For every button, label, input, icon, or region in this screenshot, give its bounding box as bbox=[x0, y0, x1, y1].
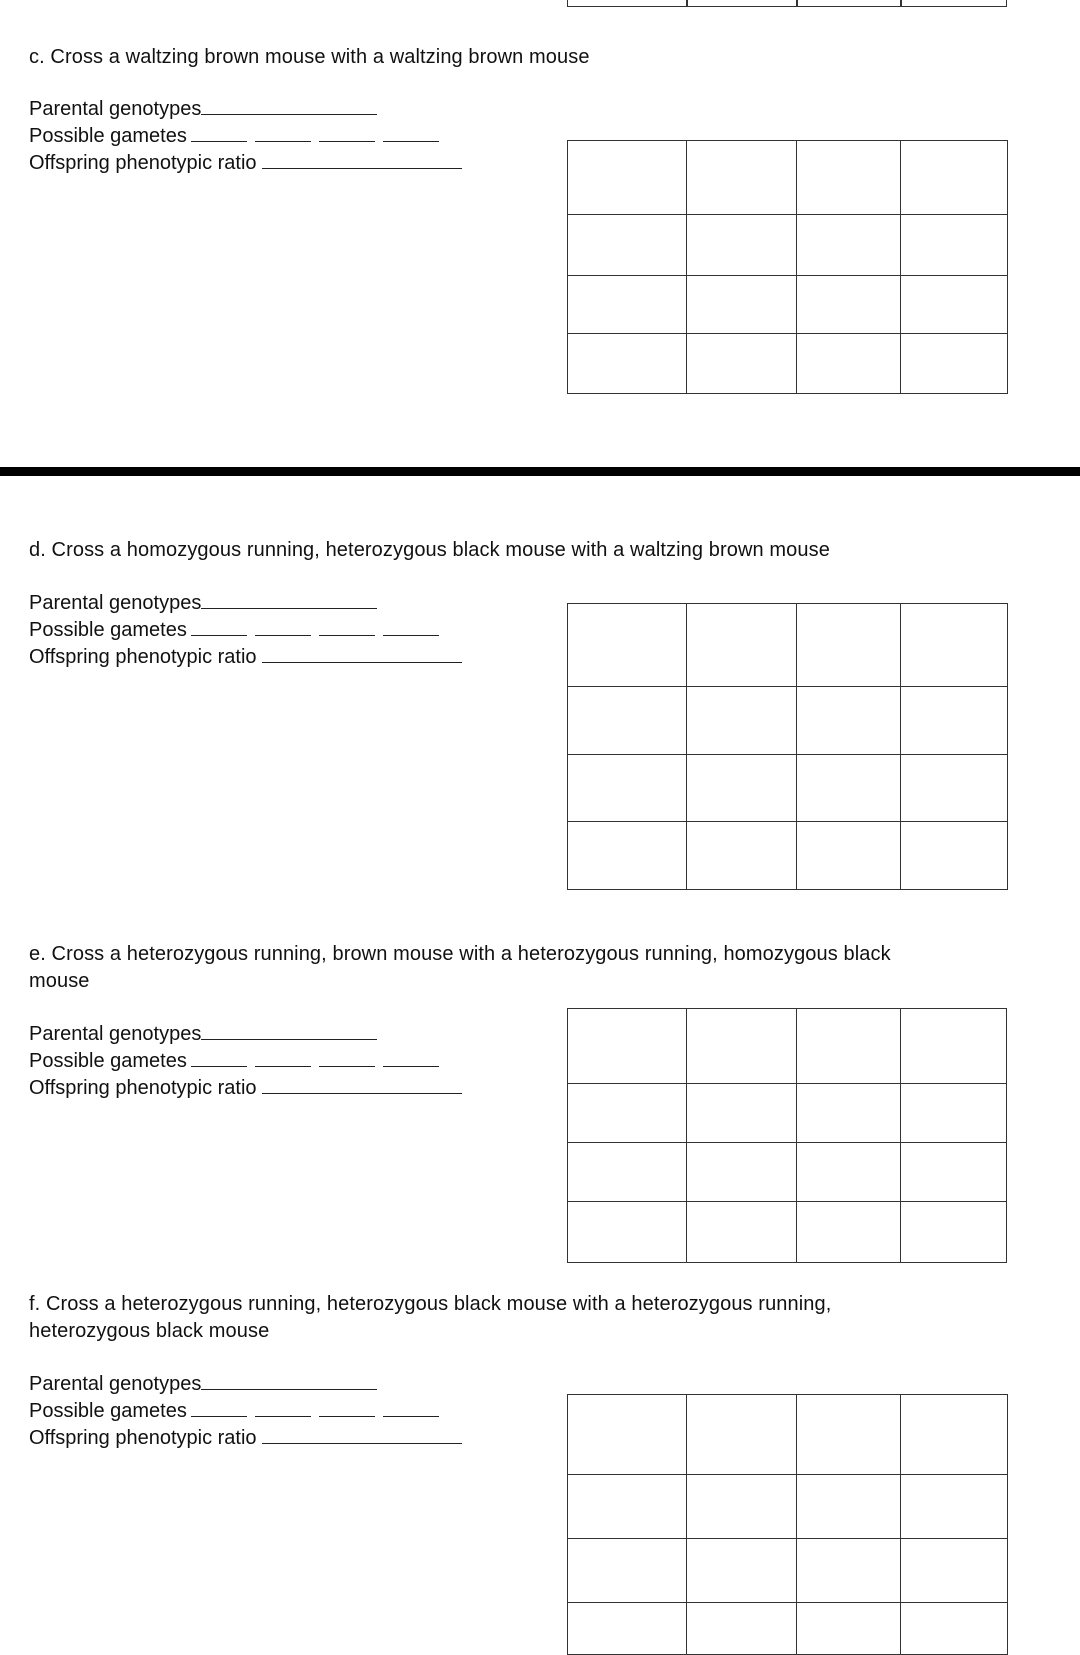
punnett-cell[interactable] bbox=[687, 1009, 797, 1084]
section-f-offspring-ratio bbox=[29, 1425, 462, 1452]
punnett-cell[interactable] bbox=[901, 604, 1008, 687]
punnett-cell[interactable] bbox=[797, 1475, 901, 1539]
punnett-cell[interactable] bbox=[901, 821, 1008, 889]
section-c-punnett-square bbox=[567, 140, 1008, 394]
gamete-blank[interactable] bbox=[191, 1398, 247, 1417]
section-c-offspring-ratio bbox=[29, 150, 462, 177]
gamete-blank[interactable] bbox=[255, 1398, 311, 1417]
section-c-possible-gametes bbox=[29, 123, 447, 150]
punnett-cell[interactable] bbox=[687, 1539, 797, 1603]
gamete-blank[interactable] bbox=[383, 123, 439, 142]
gamete-blank[interactable] bbox=[383, 617, 439, 636]
section-d-parental-genotypes bbox=[29, 590, 377, 617]
previous-punnett-square-edge bbox=[567, 0, 1007, 7]
section-e-punnett-square bbox=[567, 1008, 1007, 1263]
punnett-cell[interactable] bbox=[568, 1009, 687, 1084]
punnett-cell[interactable] bbox=[568, 1395, 687, 1475]
punnett-cell[interactable] bbox=[797, 604, 901, 687]
punnett-cell[interactable] bbox=[901, 754, 1008, 821]
punnett-cell[interactable] bbox=[568, 333, 687, 393]
gamete-blank[interactable] bbox=[255, 617, 311, 636]
possible-gametes-label: Possible gametes bbox=[29, 619, 187, 641]
punnett-cell[interactable] bbox=[797, 1202, 901, 1263]
punnett-cell[interactable] bbox=[568, 1539, 687, 1603]
gamete-blank[interactable] bbox=[319, 617, 375, 636]
section-e-parental-genotypes bbox=[29, 1021, 377, 1048]
punnett-cell[interactable] bbox=[797, 333, 901, 393]
punnett-cell[interactable] bbox=[687, 1395, 797, 1475]
section-e-possible-gametes bbox=[29, 1048, 447, 1075]
punnett-cell[interactable] bbox=[797, 215, 901, 275]
gamete-blank[interactable] bbox=[319, 123, 375, 142]
previous-grid-line bbox=[686, 0, 688, 6]
previous-grid-line bbox=[796, 0, 798, 6]
punnett-cell[interactable] bbox=[901, 1202, 1007, 1263]
parental-genotypes-label: Parental genotypes bbox=[29, 1023, 202, 1045]
punnett-cell[interactable] bbox=[797, 1603, 901, 1655]
possible-gametes-label: Possible gametes bbox=[29, 125, 187, 147]
parental-genotypes-label: Parental genotypes bbox=[29, 1373, 202, 1395]
punnett-cell[interactable] bbox=[568, 687, 687, 754]
parental-genotypes-blank[interactable] bbox=[201, 1371, 377, 1390]
punnett-cell[interactable] bbox=[687, 1202, 797, 1263]
possible-gametes-label: Possible gametes bbox=[29, 1050, 187, 1072]
punnett-cell[interactable] bbox=[797, 1539, 901, 1603]
punnett-cell[interactable] bbox=[901, 1475, 1008, 1539]
section-c-parental-genotypes bbox=[29, 96, 377, 123]
punnett-cell[interactable] bbox=[568, 821, 687, 889]
punnett-cell[interactable] bbox=[797, 1009, 901, 1084]
gamete-blank[interactable] bbox=[383, 1048, 439, 1067]
punnett-cell[interactable] bbox=[901, 1603, 1008, 1655]
parental-genotypes-label: Parental genotypes bbox=[29, 592, 202, 614]
offspring-ratio-blank[interactable] bbox=[262, 1075, 462, 1094]
punnett-cell[interactable] bbox=[797, 821, 901, 889]
parental-genotypes-blank[interactable] bbox=[201, 96, 377, 115]
punnett-cell[interactable] bbox=[687, 687, 797, 754]
punnett-cell[interactable] bbox=[797, 141, 901, 215]
punnett-cell[interactable] bbox=[901, 333, 1008, 393]
section-f-possible-gametes bbox=[29, 1398, 447, 1425]
punnett-cell[interactable] bbox=[797, 687, 901, 754]
punnett-cell[interactable] bbox=[568, 754, 687, 821]
gamete-blank[interactable] bbox=[191, 1048, 247, 1067]
offspring-ratio-label: Offspring phenotypic ratio bbox=[29, 152, 257, 174]
section-d-offspring-ratio bbox=[29, 644, 462, 671]
gamete-blank[interactable] bbox=[319, 1048, 375, 1067]
offspring-ratio-label: Offspring phenotypic ratio bbox=[29, 1427, 257, 1449]
parental-genotypes-blank[interactable] bbox=[201, 1021, 377, 1040]
punnett-cell[interactable] bbox=[797, 275, 901, 333]
punnett-cell[interactable] bbox=[568, 1603, 687, 1655]
punnett-cell[interactable] bbox=[687, 1084, 797, 1143]
punnett-cell[interactable] bbox=[901, 1009, 1007, 1084]
punnett-cell[interactable] bbox=[568, 141, 687, 215]
punnett-cell[interactable] bbox=[568, 604, 687, 687]
section-f-title: f. Cross a heterozygous running, heterozygous black mouse with a heterozygous running, heterozygous black mouse bbox=[29, 1293, 832, 1342]
offspring-ratio-label: Offspring phenotypic ratio bbox=[29, 1077, 257, 1099]
gamete-blank[interactable] bbox=[319, 1398, 375, 1417]
offspring-ratio-blank[interactable] bbox=[262, 150, 462, 169]
punnett-cell[interactable] bbox=[901, 687, 1008, 754]
offspring-ratio-label: Offspring phenotypic ratio bbox=[29, 646, 257, 668]
punnett-cell[interactable] bbox=[797, 1084, 901, 1143]
punnett-cell[interactable] bbox=[901, 215, 1008, 275]
gamete-blank[interactable] bbox=[191, 123, 247, 142]
punnett-cell[interactable] bbox=[901, 275, 1008, 333]
punnett-cell[interactable] bbox=[901, 1143, 1007, 1202]
section-e-title: e. Cross a heterozygous running, brown mouse with a heterozygous running, homozygous black mouse bbox=[29, 943, 891, 992]
gamete-blank[interactable] bbox=[191, 617, 247, 636]
punnett-cell[interactable] bbox=[687, 1143, 797, 1202]
punnett-cell[interactable] bbox=[901, 141, 1008, 215]
section-f-parental-genotypes bbox=[29, 1371, 377, 1398]
punnett-cell[interactable] bbox=[568, 1084, 687, 1143]
gamete-blank[interactable] bbox=[383, 1398, 439, 1417]
punnett-cell[interactable] bbox=[797, 1143, 901, 1202]
punnett-cell[interactable] bbox=[568, 215, 687, 275]
punnett-cell[interactable] bbox=[568, 1475, 687, 1539]
punnett-cell[interactable] bbox=[901, 1539, 1008, 1603]
section-e-offspring-ratio bbox=[29, 1075, 462, 1102]
punnett-cell[interactable] bbox=[687, 604, 797, 687]
previous-grid-line bbox=[900, 0, 902, 6]
punnett-cell[interactable] bbox=[687, 215, 797, 275]
punnett-cell[interactable] bbox=[687, 821, 797, 889]
punnett-cell[interactable] bbox=[687, 1603, 797, 1655]
section-d-title: d. Cross a homozygous running, heterozygous black mouse with a waltzing brown mouse bbox=[29, 539, 830, 561]
section-c-title: c. Cross a waltzing brown mouse with a waltzing brown mouse bbox=[29, 46, 590, 68]
gamete-blank[interactable] bbox=[255, 1048, 311, 1067]
punnett-cell[interactable] bbox=[687, 333, 797, 393]
gamete-blank[interactable] bbox=[255, 123, 311, 142]
punnett-cell[interactable] bbox=[568, 1143, 687, 1202]
punnett-cell[interactable] bbox=[797, 1395, 901, 1475]
punnett-cell[interactable] bbox=[687, 275, 797, 333]
section-d-punnett-square bbox=[567, 603, 1008, 890]
punnett-cell[interactable] bbox=[797, 754, 901, 821]
punnett-cell[interactable] bbox=[568, 275, 687, 333]
punnett-cell[interactable] bbox=[568, 1202, 687, 1263]
offspring-ratio-blank[interactable] bbox=[262, 1425, 462, 1444]
offspring-ratio-blank[interactable] bbox=[262, 644, 462, 663]
punnett-cell[interactable] bbox=[901, 1084, 1007, 1143]
section-divider bbox=[0, 467, 1080, 476]
section-d-possible-gametes bbox=[29, 617, 447, 644]
punnett-cell[interactable] bbox=[687, 141, 797, 215]
parental-genotypes-label: Parental genotypes bbox=[29, 98, 202, 120]
punnett-cell[interactable] bbox=[687, 1475, 797, 1539]
parental-genotypes-blank[interactable] bbox=[201, 590, 377, 609]
punnett-cell[interactable] bbox=[687, 754, 797, 821]
punnett-cell[interactable] bbox=[901, 1395, 1008, 1475]
possible-gametes-label: Possible gametes bbox=[29, 1400, 187, 1422]
section-f-punnett-square bbox=[567, 1394, 1008, 1655]
